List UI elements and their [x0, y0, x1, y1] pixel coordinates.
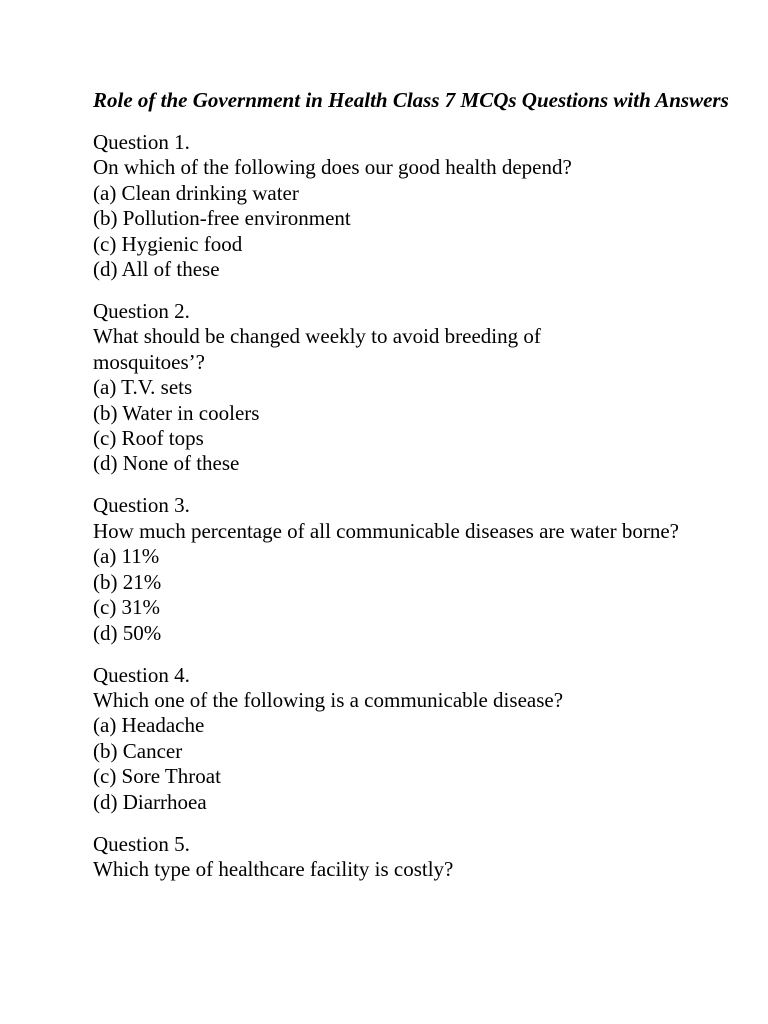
- question-label: Question 3.: [93, 493, 190, 518]
- option-b: (b) 21%: [93, 569, 162, 594]
- option-b: (b) Pollution-free environment: [93, 206, 351, 231]
- question-label: Question 4.: [93, 662, 190, 687]
- question-1: [93, 130, 733, 282]
- option-a: (a) Headache: [93, 713, 205, 738]
- option-c: (c) Roof tops: [93, 426, 204, 451]
- question-label: Question 5.: [93, 831, 190, 856]
- document-title: Role of the Government in Health Class 7 MCQs Questions with Answers: [93, 88, 729, 112]
- question-label: Question 1.: [93, 130, 190, 154]
- question-2: [93, 299, 733, 477]
- option-c: (c) 31%: [93, 595, 161, 620]
- option-b: (b) Water in coolers: [93, 400, 260, 425]
- question-text: On which of the following does our good health depend?: [93, 155, 572, 180]
- option-a: (a) Clean drinking water: [93, 180, 299, 205]
- question-text: Which one of the following is a communicable disease?: [93, 687, 564, 712]
- option-d: (d) Diarrhoea: [93, 789, 207, 814]
- question-5: [93, 832, 733, 883]
- option-c: (c) Sore Throat: [93, 764, 221, 789]
- option-c: (c) Hygienic food: [93, 231, 243, 256]
- question-text: What should be changed weekly to avoid breeding of mosquitoes’?: [93, 324, 541, 374]
- question-4: [93, 663, 733, 815]
- question-label: Question 2.: [93, 299, 190, 324]
- document-page: [93, 88, 733, 899]
- question-text: How much percentage of all communicable diseases are water borne?: [93, 518, 679, 543]
- question-text: Which type of healthcare facility is costly?: [93, 856, 454, 881]
- option-a: (a) 11%: [93, 544, 160, 569]
- question-3: [93, 493, 733, 645]
- option-d: (d) None of these: [93, 451, 240, 476]
- option-a: (a) T.V. sets: [93, 375, 193, 400]
- option-d: (d) 50%: [93, 620, 162, 645]
- option-d: (d) All of these: [93, 257, 220, 282]
- option-b: (b) Cancer: [93, 738, 183, 763]
